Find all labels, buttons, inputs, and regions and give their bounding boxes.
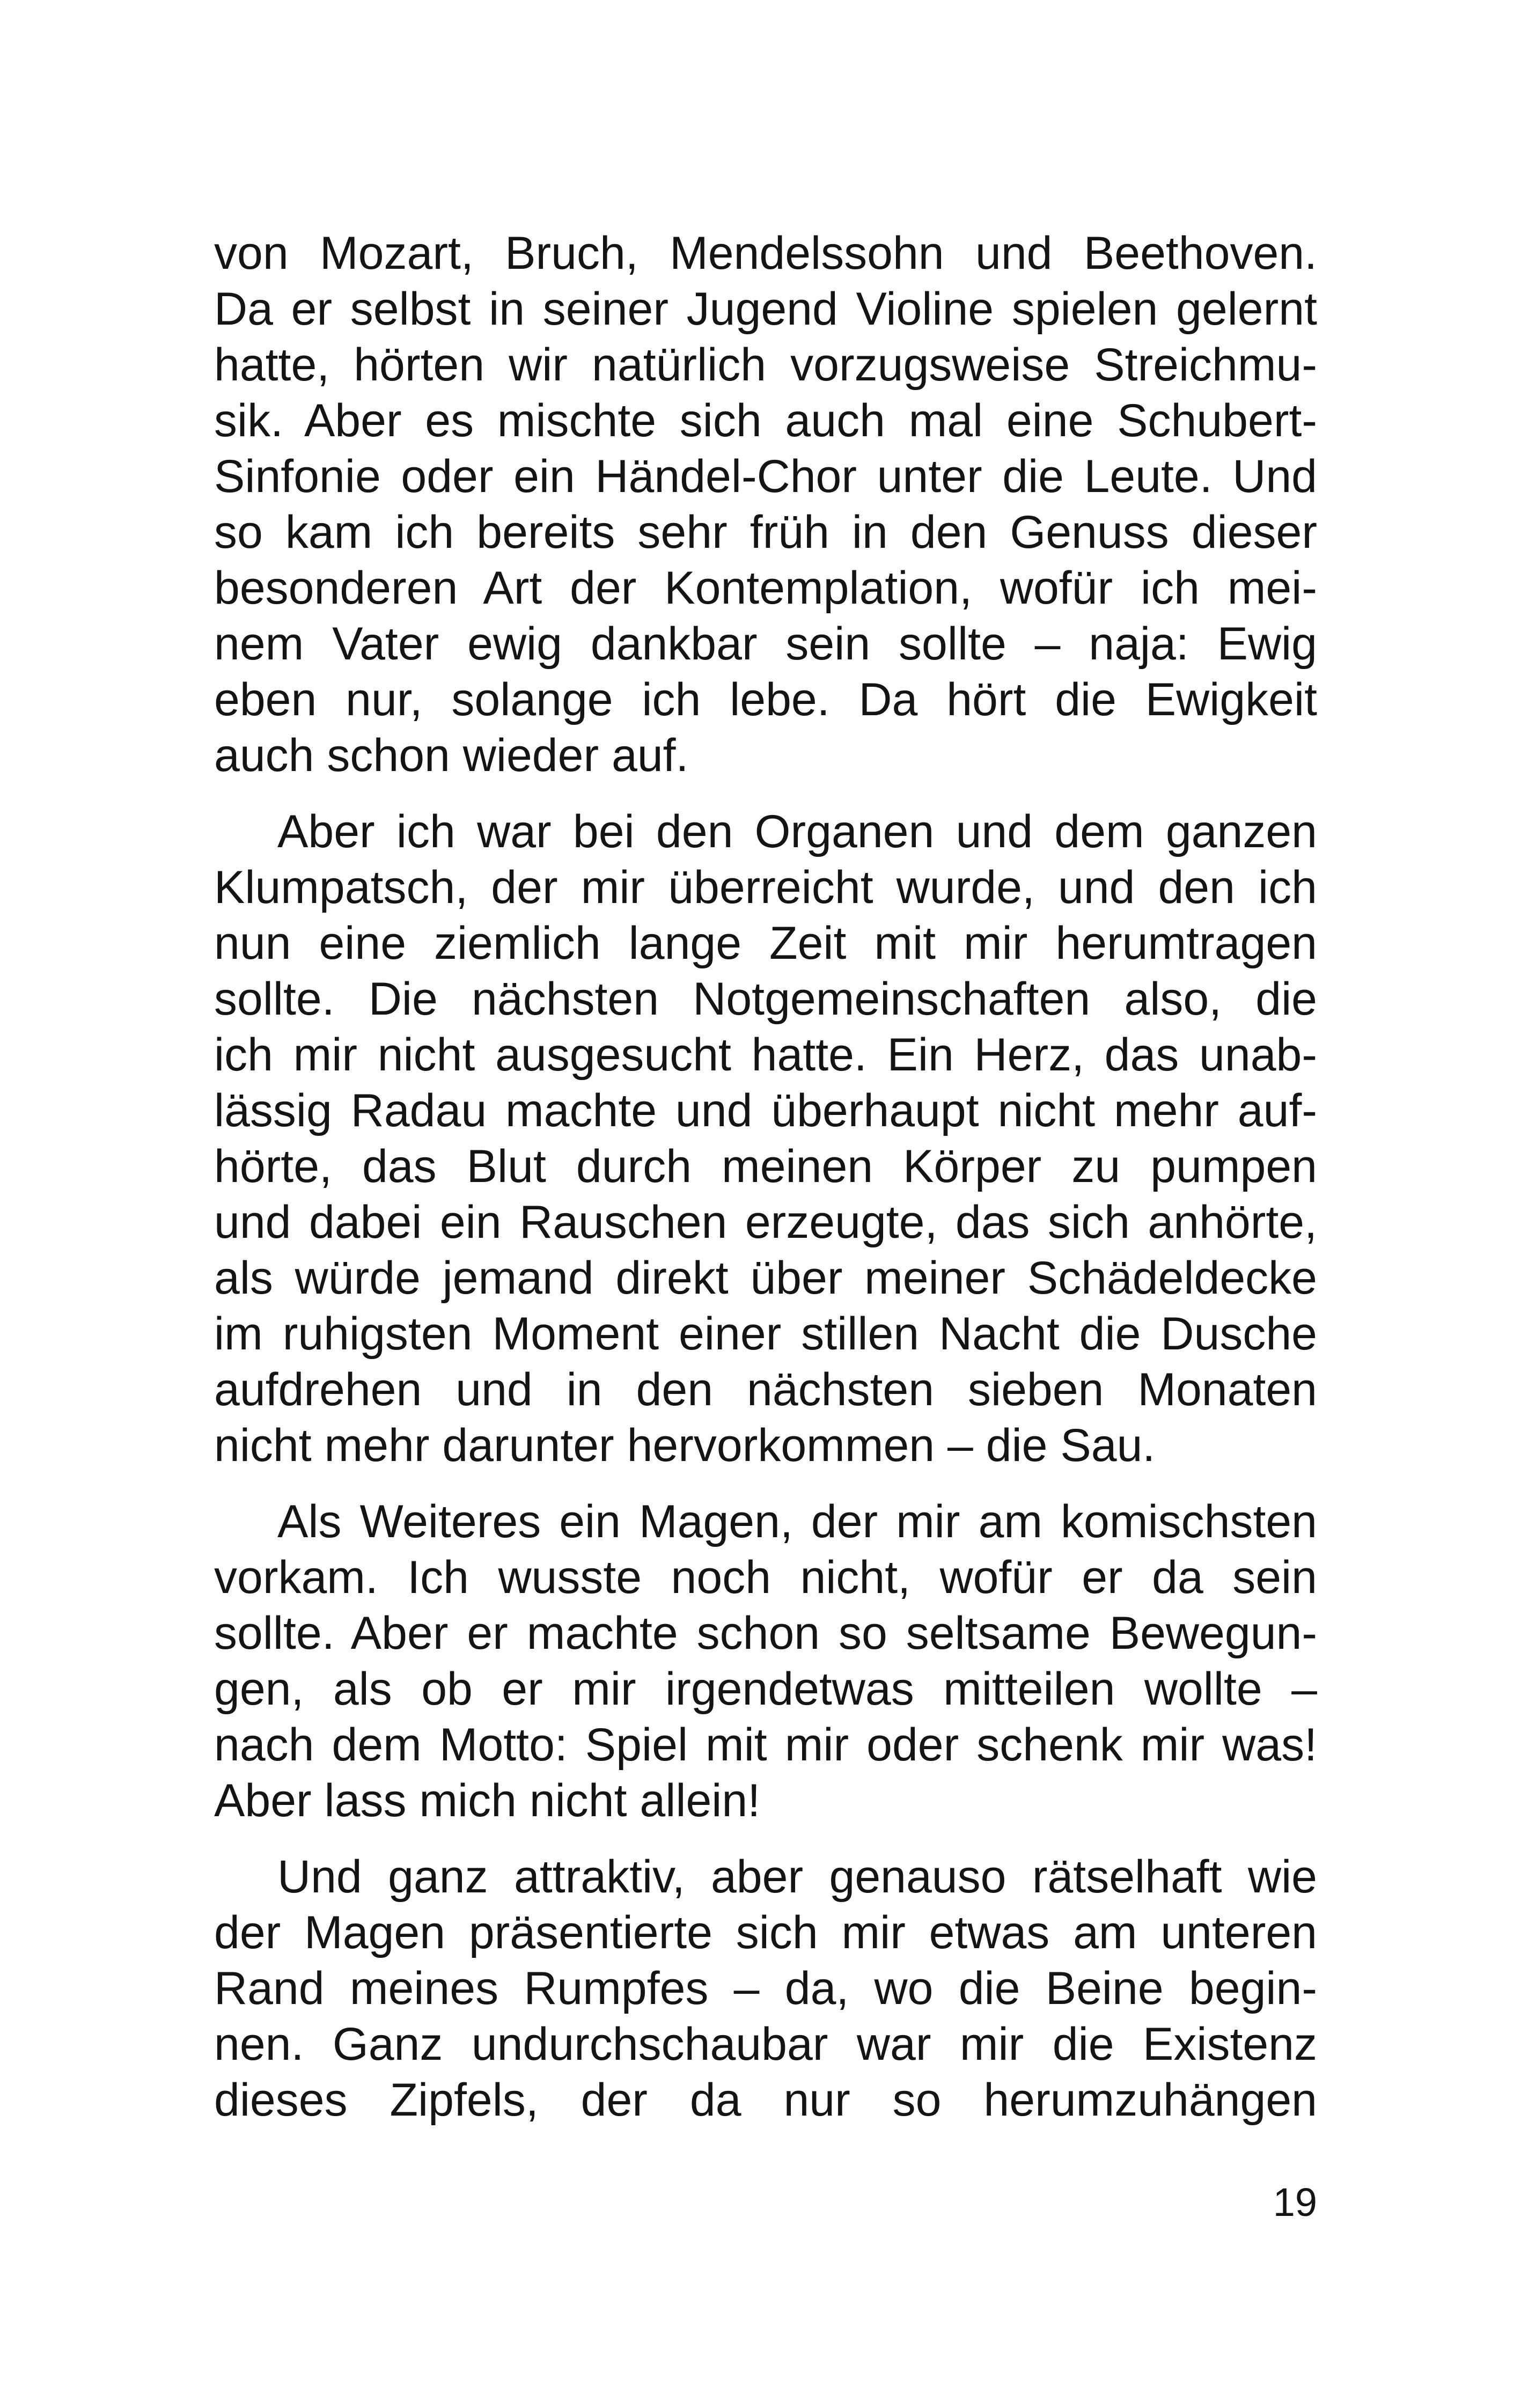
text-line: eben nur, solange ich lebe. Da hört die Ewigkeit [214,674,1317,725]
paragraph [214,1849,1317,2128]
paragraph [214,1494,1317,1829]
text-line: Klumpatsch, der mir überreicht wurde, und den ich [214,862,1317,913]
text-line: nem Vater ewig dankbar sein sollte – naja: Ewig [214,618,1317,670]
text-line: der Magen präsentierte sich mir etwas am unteren [214,1907,1317,1958]
text-line: Aber ich war bei den Organen und dem ganzen [277,806,1317,857]
text-line: auch schon wieder auf. [214,730,689,781]
text-line: nun eine ziemlich lange Zeit mit mir herumtragen [214,917,1317,969]
text-line: nicht mehr darunter hervorkommen – die Sau. [214,1420,1156,1471]
text-line: nen. Ganz undurchschaubar war mir die Existenz [214,2018,1317,2070]
paragraph [214,225,1317,783]
text-line: vorkam. Ich wusste noch nicht, wofür er da sein [214,1552,1317,1603]
text-line: sollte. Aber er machte schon so seltsame Bewegun- [214,1607,1317,1659]
text-line: Sinfonie oder ein Händel-Chor unter die Leute. Und [214,451,1317,502]
text-line: Da er selbst in seiner Jugend Violine spielen gelernt [214,283,1317,335]
text-line: so kam ich bereits sehr früh in den Genuss dieser [214,506,1317,558]
text-line: Als Weiteres ein Magen, der mir am komischsten [277,1496,1317,1547]
body-text [214,225,1317,2128]
text-line: als würde jemand direkt über meiner Schädeldecke [214,1252,1317,1304]
text-line: Und ganz attraktiv, aber genauso rätselhaft wie [277,1851,1317,1903]
text-line: sik. Aber es mischte sich auch mal eine Schubert- [214,395,1317,446]
text-line: hatte, hörten wir natürlich vorzugsweise Streichmu- [214,339,1317,391]
text-line: dieses Zipfels, der da nur so herumzuhängen [214,2074,1317,2126]
text-line: Aber lass mich nicht allein! [214,1775,761,1826]
text-line: von Mozart, Bruch, Mendelssohn und Beethoven. [214,227,1317,279]
text-line: hörte, das Blut durch meinen Körper zu pumpen [214,1141,1317,1192]
text-line: gen, als ob er mir irgendetwas mitteilen wollte – [214,1663,1317,1715]
text-line: und dabei ein Rauschen erzeugte, das sich anhörte, [214,1196,1317,1248]
text-line: lässig Radau machte und überhaupt nicht mehr auf- [214,1085,1317,1136]
page-number: 19 [1273,2180,1317,2225]
text-line: ich mir nicht ausgesucht hatte. Ein Herz, das unab- [214,1029,1317,1081]
text-line: Rand meines Rumpfes – da, wo die Beine begin- [214,1963,1317,2014]
paragraph [214,804,1317,1473]
text-line: nach dem Motto: Spiel mit mir oder schenk mir was! [214,1719,1317,1771]
text-line: im ruhigsten Moment einer stillen Nacht die Dusche [214,1308,1317,1360]
text-line: sollte. Die nächsten Notgemeinschaften also, die [214,973,1317,1025]
text-line: besonderen Art der Kontemplation, wofür ich mei- [214,562,1317,614]
text-line: aufdrehen und in den nächsten sieben Monaten [214,1364,1317,1415]
